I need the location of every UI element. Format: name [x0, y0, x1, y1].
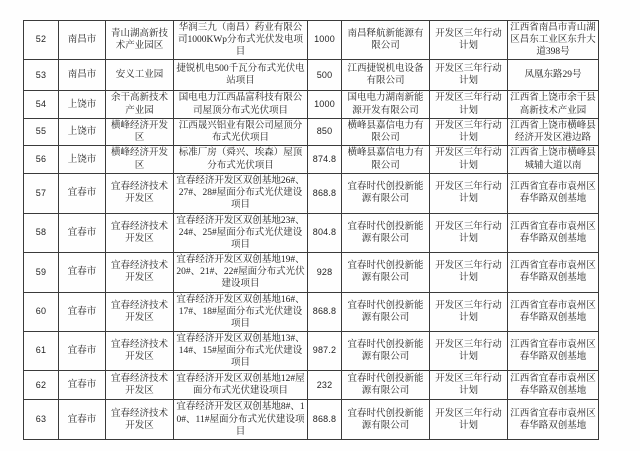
project-cell: 宜春经济开发区双创基地8#、10#、11#屋面分布式光伏建设项目 — [174, 400, 308, 439]
capacity-cell: 232 — [308, 371, 342, 400]
table-row — [24, 146, 599, 174]
park-cell: 宜春经济技术开发区 — [106, 331, 174, 370]
capacity-cell: 987.2 — [308, 331, 342, 370]
city-cell: 南昌市 — [59, 60, 106, 91]
company-cell: 横峰县嘉信电力有限公司 — [342, 118, 430, 145]
park-cell: 宜春经济技术开发区 — [106, 292, 174, 331]
project-cell: 宜春经济开发区双创基地13#、14#、15#屋面分布式光伏建设项目 — [174, 331, 308, 370]
table-row — [24, 253, 599, 292]
park-cell: 宜春经济技术开发区 — [106, 400, 174, 439]
city-cell: 宜春市 — [59, 400, 106, 439]
serial-cell: 52 — [24, 21, 59, 60]
park-cell: 横峰经济开发区 — [106, 118, 174, 145]
table-row — [24, 371, 599, 400]
company-cell: 宜春时代创投新能源有限公司 — [342, 331, 430, 370]
plan-cell: 开发区三年行动计划 — [430, 331, 508, 370]
pv-projects-table — [23, 20, 599, 440]
company-cell: 宜春时代创投新能源有限公司 — [342, 292, 430, 331]
company-cell: 国电电力湖南新能源开发有限公司 — [342, 91, 430, 118]
company-cell: 宜春时代创投新能源有限公司 — [342, 253, 430, 292]
plan-cell: 开发区三年行动计划 — [430, 21, 508, 60]
serial-cell: 61 — [24, 331, 59, 370]
plan-cell: 开发区三年行动计划 — [430, 118, 508, 145]
city-cell: 宜春市 — [59, 213, 106, 252]
address-cell: 江西省上饶市余干县高新技术产业园 — [508, 91, 599, 118]
serial-cell: 58 — [24, 213, 59, 252]
park-cell: 宜春经济技术开发区 — [106, 253, 174, 292]
plan-cell: 开发区三年行动计划 — [430, 146, 508, 174]
plan-cell: 开发区三年行动计划 — [430, 253, 508, 292]
project-cell: 捷锐机电500千瓦分布式光伏电站项目 — [174, 60, 308, 91]
city-cell: 上饶市 — [59, 146, 106, 174]
company-cell: 江西捷锐机电设备有限公司 — [342, 60, 430, 91]
park-cell: 青山湖高新技术产业园区 — [106, 21, 174, 60]
table-row — [24, 60, 599, 91]
address-cell: 江西省南昌市青山湖区昌东工业区东升大道398号 — [508, 21, 599, 60]
address-cell: 江西省宜春市袁州区春华路双创基地 — [508, 292, 599, 331]
plan-cell: 开发区三年行动计划 — [430, 371, 508, 400]
capacity-cell: 874.8 — [308, 146, 342, 174]
capacity-cell: 868.8 — [308, 292, 342, 331]
plan-cell: 开发区三年行动计划 — [430, 91, 508, 118]
park-cell: 宜春经济技术开发区 — [106, 213, 174, 252]
project-cell: 国电电力江西晶富科技有限公司屋顶分布式光伏项目 — [174, 91, 308, 118]
project-cell: 宜春经济开发区双创基地19#、20#、21#、22#屋面分布式光伏建设项目 — [174, 253, 308, 292]
serial-cell: 55 — [24, 118, 59, 145]
city-cell: 宜春市 — [59, 371, 106, 400]
serial-cell: 57 — [24, 174, 59, 213]
table-row — [24, 21, 599, 60]
company-cell: 横峰县嘉信电力有限公司 — [342, 146, 430, 174]
park-cell: 横峰经济开发区 — [106, 146, 174, 174]
city-cell: 南昌市 — [59, 21, 106, 60]
serial-cell: 53 — [24, 60, 59, 91]
park-cell: 安义工业园 — [106, 60, 174, 91]
table-row — [24, 118, 599, 145]
project-cell: 宜春经济开发区双创基地16#、17#、18#屋面分布式光伏建设项目 — [174, 292, 308, 331]
table-row — [24, 91, 599, 118]
project-cell: 宜春经济开发区双创基地23#、24#、25#屋面分布式光伏建设项目 — [174, 213, 308, 252]
address-cell: 江西省宜春市袁州区春华路双创基地 — [508, 371, 599, 400]
company-cell: 宜春时代创投新能源有限公司 — [342, 174, 430, 213]
address-cell: 凤凰东路29号 — [508, 60, 599, 91]
table-row — [24, 174, 599, 213]
address-cell: 江西省宜春市袁州区春华路双创基地 — [508, 331, 599, 370]
park-cell: 余干高新技术产业园 — [106, 91, 174, 118]
company-cell: 宜春时代创投新能源有限公司 — [342, 400, 430, 439]
plan-cell: 开发区三年行动计划 — [430, 400, 508, 439]
serial-cell: 59 — [24, 253, 59, 292]
serial-cell: 60 — [24, 292, 59, 331]
address-cell: 江西省宜春市袁州区春华路双创基地 — [508, 213, 599, 252]
city-cell: 宜春市 — [59, 331, 106, 370]
plan-cell: 开发区三年行动计划 — [430, 213, 508, 252]
address-cell: 江西省宜春市袁州区春华路双创基地 — [508, 253, 599, 292]
plan-cell: 开发区三年行动计划 — [430, 60, 508, 91]
company-cell: 宜春时代创投新能源有限公司 — [342, 213, 430, 252]
park-cell: 宜春经济技术开发区 — [106, 371, 174, 400]
project-cell: 宜春经济开发区双创基地12#屋面分布式光伏建设项目 — [174, 371, 308, 400]
address-cell: 江西省宜春市袁州区春华路双创基地 — [508, 174, 599, 213]
company-cell: 南昌释航新能源有限公司 — [342, 21, 430, 60]
company-cell: 宜春时代创投新能源有限公司 — [342, 371, 430, 400]
serial-cell: 56 — [24, 146, 59, 174]
plan-cell: 开发区三年行动计划 — [430, 174, 508, 213]
project-cell: 标准厂房（舜兴、埃森）屋顶分布式光伏项目 — [174, 146, 308, 174]
project-cell: 江西晟兴铝业有限公司屋顶分布式光伏项目 — [174, 118, 308, 145]
table-row — [24, 331, 599, 370]
capacity-cell: 868.8 — [308, 174, 342, 213]
park-cell: 宜春经济技术开发区 — [106, 174, 174, 213]
project-cell: 宜春经济开发区双创基地26#、27#、28#屋面分布式光伏建设项目 — [174, 174, 308, 213]
capacity-cell: 928 — [308, 253, 342, 292]
capacity-cell: 868.8 — [308, 400, 342, 439]
city-cell: 宜春市 — [59, 253, 106, 292]
city-cell: 宜春市 — [59, 174, 106, 213]
plan-cell: 开发区三年行动计划 — [430, 292, 508, 331]
capacity-cell: 850 — [308, 118, 342, 145]
city-cell: 上饶市 — [59, 91, 106, 118]
project-cell: 华润三九（南昌）药业有限公司1000KWp分布式光伏发电项目 — [174, 21, 308, 60]
city-cell: 宜春市 — [59, 292, 106, 331]
capacity-cell: 500 — [308, 60, 342, 91]
table-row — [24, 292, 599, 331]
serial-cell: 63 — [24, 400, 59, 439]
capacity-cell: 804.8 — [308, 213, 342, 252]
capacity-cell: 1000 — [308, 21, 342, 60]
address-cell: 江西省宜春市袁州区春华路双创基地 — [508, 400, 599, 439]
table-row — [24, 400, 599, 439]
city-cell: 上饶市 — [59, 118, 106, 145]
capacity-cell: 1000 — [308, 91, 342, 118]
table-row — [24, 213, 599, 252]
address-cell: 江西省上饶市横峰县经济开发区港边路 — [508, 118, 599, 145]
serial-cell: 54 — [24, 91, 59, 118]
address-cell: 江西省上饶市横峰县城辅大道以南 — [508, 146, 599, 174]
serial-cell: 62 — [24, 371, 59, 400]
